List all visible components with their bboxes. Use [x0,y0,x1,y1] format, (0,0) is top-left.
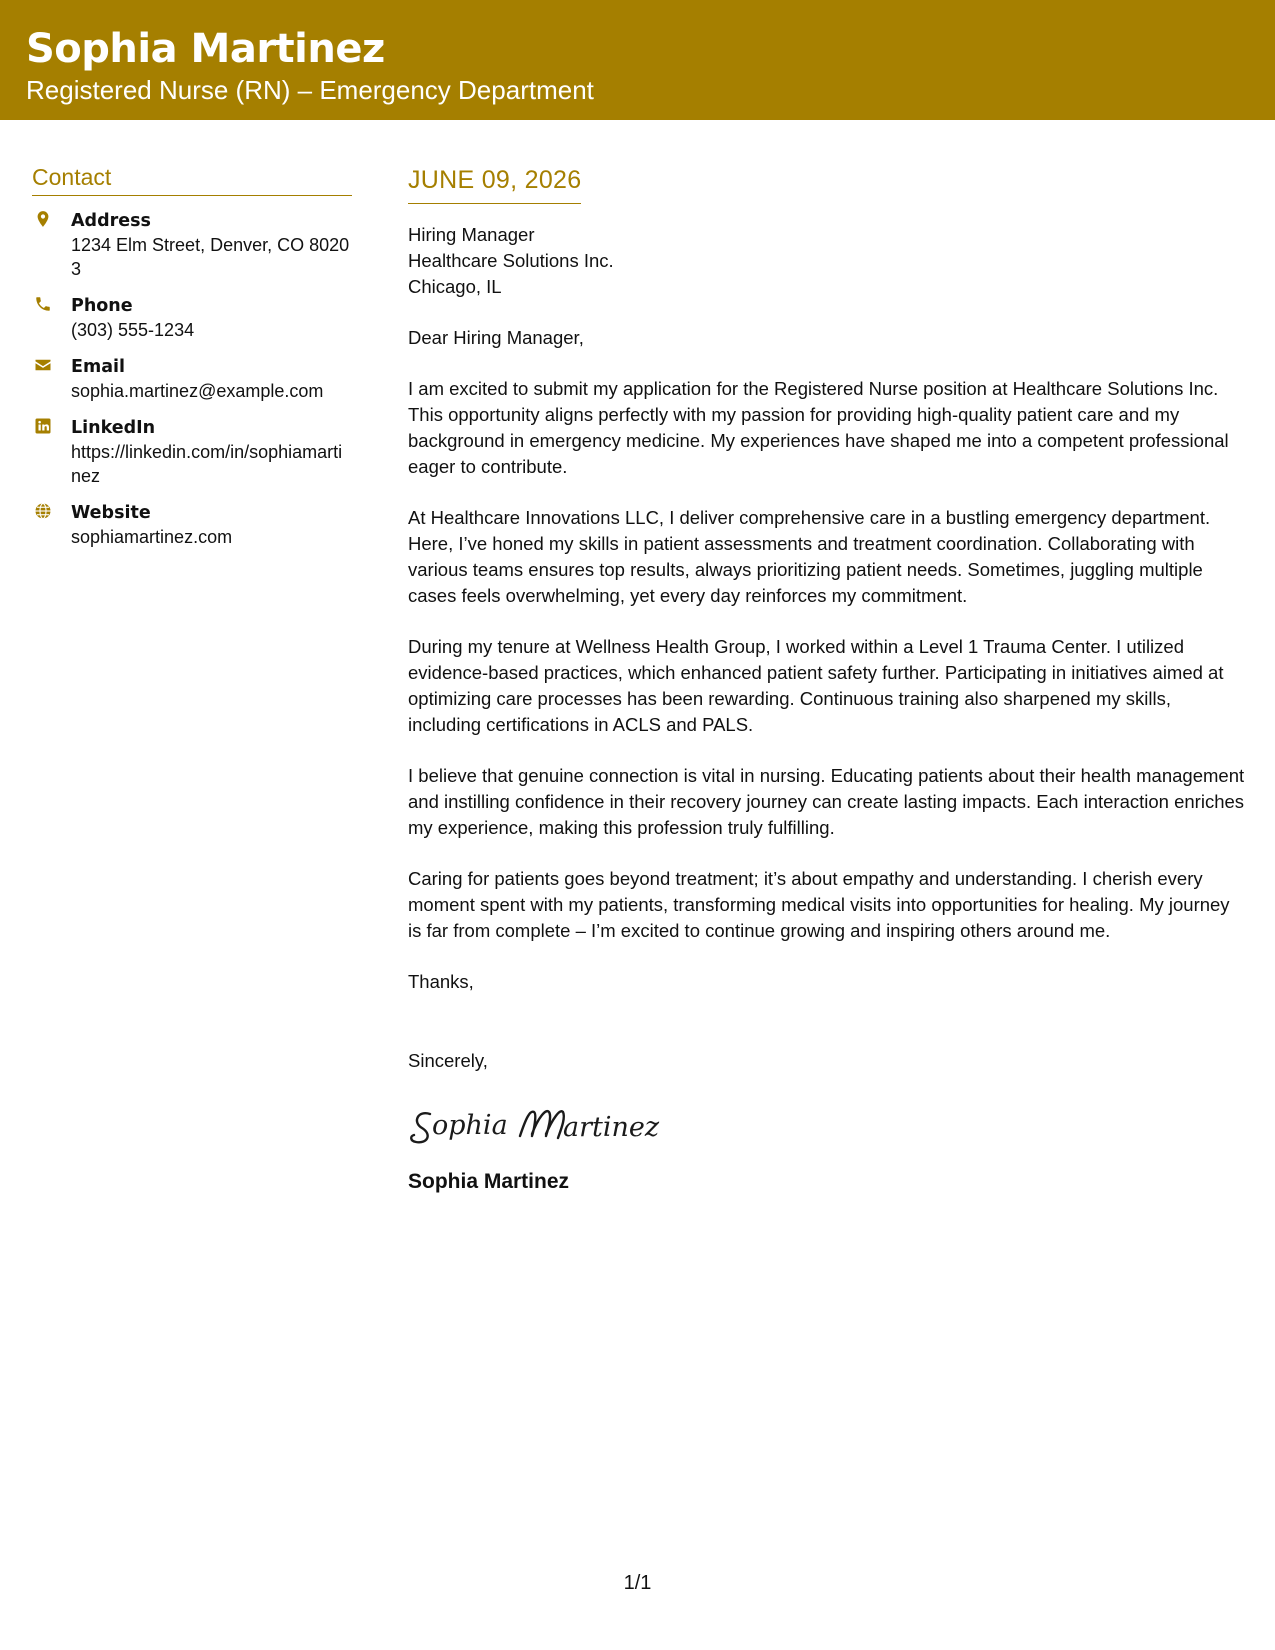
paragraph: I am excited to submit my application for the Registered Nurse position at Healthcare Solutions Inc. This opportunity aligns perfectly with my passion for providing high-quality patient care and my background in emergency medicine. My experiences have shaped me into a competent professional eager to contribute. [408,378,1229,477]
recipient-company: Healthcare Solutions Inc. [408,250,614,271]
recipient-block [408,222,1248,300]
header-banner [0,0,1275,120]
paragraph: I believe that genuine connection is vital in nursing. Educating patients about their health management and instilling confidence in their recovery journey can create lasting impacts. Each interaction enriches my experience, making this profession truly fulfilling. [408,765,1245,838]
letter-date: JUNE 09, 2026 [408,163,581,204]
contact-phone [32,294,352,342]
linkedin-label: LinkedIn [71,418,156,438]
letter-body [408,163,1248,1196]
contact-list [32,209,352,549]
svg-text:ophia: ophia [432,1110,508,1141]
sign-off: Sincerely, [408,1050,488,1071]
paragraph: At Healthcare Innovations LLC, I deliver comprehensive care in a bustling emergency department. Here, I’ve honed my skills in patient assessments and treatment coordination. Collaborating with various teams ensures top results, always prioritizing patient needs. Sometimes, juggling multiple cases feels overwhelming, yet every day reinforces my commitment. [408,507,1211,606]
contact-address [32,209,352,281]
website-label: Website [71,503,151,523]
phone-icon [34,295,52,313]
svg-text:artinez: artinez [563,1112,660,1143]
contact-email [32,355,352,403]
contact-heading: Contact [32,162,352,196]
linkedin-icon [34,417,52,435]
envelope-icon [34,356,52,374]
signer-name: Sophia Martinez [408,1170,570,1193]
handwritten-signature [408,1100,1248,1150]
contact-website [32,501,352,549]
contact-linkedin [32,416,352,488]
website-value[interactable]: sophiamartinez.com [71,527,233,547]
thanks-line: Thanks, [408,971,474,992]
applicant-name: Sophia Martinez [26,26,385,72]
address-label: Address [71,211,151,231]
greeting: Dear Hiring Manager, [408,327,584,348]
linkedin-value[interactable]: https://linkedin.com/in/sophiamartinez [71,442,343,486]
recipient-location: Chicago, IL [408,276,502,297]
map-pin-icon [34,210,52,228]
page-indicator: 1/1 [623,1572,652,1594]
contact-sidebar [32,162,352,562]
recipient-name: Hiring Manager [408,224,535,245]
phone-label: Phone [71,296,133,316]
address-value: 1234 Elm Street, Denver, CO 80203 [71,235,350,279]
applicant-title: Registered Nurse (RN) – Emergency Department [26,75,594,105]
globe-icon [34,502,52,520]
phone-value: (303) 555-1234 [71,320,195,340]
paragraph: Caring for patients goes beyond treatment; it’s about empathy and understanding. I cherish every moment spent with my patients, transforming medical visits into opportunities for healing. My journey is far from complete – I’m excited to continue growing and inspiring others around me. [408,868,1230,941]
email-value[interactable]: sophia.martinez@example.com [71,381,324,401]
email-label: Email [71,357,125,377]
paragraph: During my tenure at Wellness Health Group, I worked within a Level 1 Trauma Center. I utilized evidence-based practices, which enhanced patient safety further. Participating in initiatives aimed at optimizing care processes has been rewarding. Continuous training also sharpened my skills, including certifications in ACLS and PALS. [408,636,1224,735]
